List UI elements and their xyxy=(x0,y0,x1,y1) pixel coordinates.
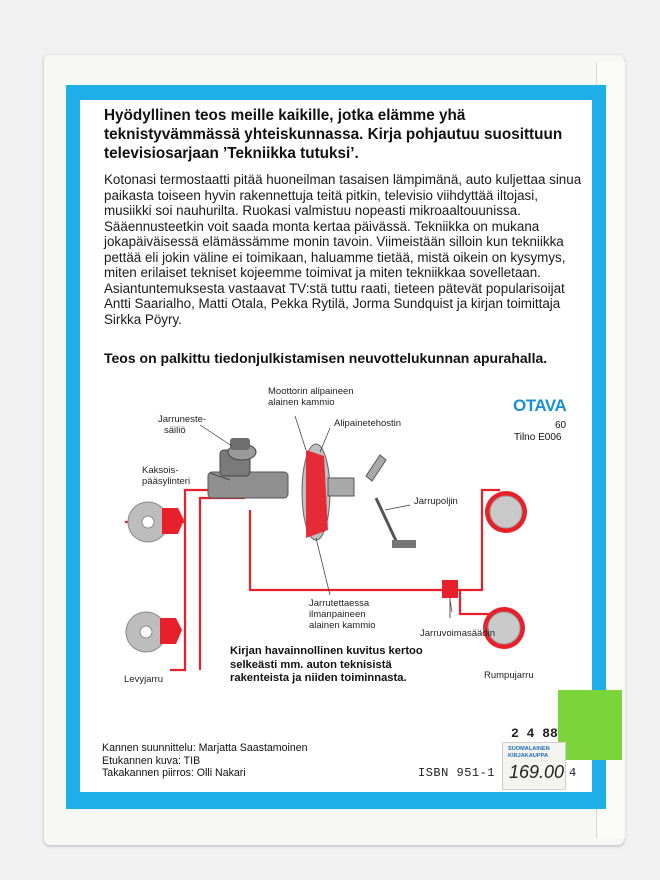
label-master-cylinder: Kaksois- xyxy=(142,465,179,476)
isbn-tail: 4 xyxy=(569,766,577,780)
drum-brake-front xyxy=(485,491,527,533)
body-text xyxy=(104,172,584,327)
label-booster: Alipainetehostin xyxy=(334,418,402,429)
vacuum-booster xyxy=(302,444,354,540)
label-regulator: Jarruvoimasäädin xyxy=(420,628,495,639)
label-vacuum-chamber: Moottorin alipaineen xyxy=(268,386,354,397)
body-paragraph: Asiantuntemuksesta vastaavat TV:stä tuttu raati, tieteen pätevät popularisoijat Antti Saarialho, Matti Otala, Pekka Rytilä, Jorma Sundquist ja kirjan toimittaja Sirkka Pöyry. xyxy=(104,280,565,327)
label-air-chamber: ilmanpaineen xyxy=(309,609,366,620)
label-drum-brake: Rumpujarru xyxy=(484,670,534,681)
prize-text: Teos on palkittu tiedonjulkistamisen neuvottelukunnan apurahalla. xyxy=(104,350,548,366)
disc-brake-rear xyxy=(126,612,182,652)
master-cylinder xyxy=(208,438,288,498)
label-disc-brake: Levyjarru xyxy=(124,674,164,685)
credit-line: Takakannen piirros: Olli Nakari xyxy=(102,767,246,779)
credit-line: Etukannen kuva: TIB xyxy=(102,754,201,767)
label-master-cylinder: pääsylinteri xyxy=(142,476,191,487)
illustration-caption: Kirjan havainnollinen kuvitus kertoo selkeästi mm. auton teknisistä rakenteista ja niiden toiminnasta. xyxy=(230,645,423,684)
label-reservoir: säiliö xyxy=(164,425,186,436)
isbn-text: ISBN 951-1 xyxy=(418,766,496,780)
label-reservoir: Jarruneste- xyxy=(158,414,207,425)
label-pedal: Jarrupoljin xyxy=(414,496,458,507)
label-air-chamber: alainen kammio xyxy=(309,620,376,631)
price: 169.00 xyxy=(509,762,565,782)
date-stamp: 2 4 88 xyxy=(511,726,558,741)
credits xyxy=(102,742,308,780)
store-name: SUOMALAINEN KIRJAKAUPPA xyxy=(508,746,550,759)
brake-force-regulator xyxy=(442,580,458,618)
library-tag xyxy=(558,690,622,760)
price-code: 60 xyxy=(555,420,567,431)
publisher-logo: OTAVA xyxy=(513,396,567,415)
label-vacuum-chamber: alainen kammio xyxy=(268,397,335,408)
label-air-chamber: Jarrutettaessa xyxy=(309,598,370,609)
credit-line: Kannen suunnittelu: Marjatta Saastamoinen xyxy=(102,742,308,754)
price-sticker xyxy=(502,742,566,790)
order-number: Tilno E006 xyxy=(514,432,562,443)
body-paragraph: Kotonasi termostaatti pitää huoneilman tasaisen lämpimänä, auto kuljettaa sinua paikasta toiseen hyvin rakennettuja teitä pitkin, televisio viihdyttää iltojasi, musiikki soi nauhurilta. Ruokasi valmistuu nopeasti mikroaaltouunissa. Sääennusteetkin voit saada monta kertaa päivässä. Tekniikka on mukana jokapäiväisessä elämässämme monin tavoin. Viimeistään silloin kun tekniikka pettää eli jokin väline ei toimikaan, haluamme tietää, mistä oikein on kysymys, miten erilaiset tekniset kojeemme toimivat ja miten tekniikkaa sovelletaan. xyxy=(104,172,582,280)
lead-text: Hyödyllinen teos meille kaikille, jotka elämme yhä teknistyvämmässä yhteiskunnassa. Kirja pohjautuu suosittuun televisiosarjaan ’Tekniikka tutuksi’. xyxy=(104,107,563,162)
disc-brake-front xyxy=(128,502,184,542)
brake-pedal xyxy=(366,455,416,548)
